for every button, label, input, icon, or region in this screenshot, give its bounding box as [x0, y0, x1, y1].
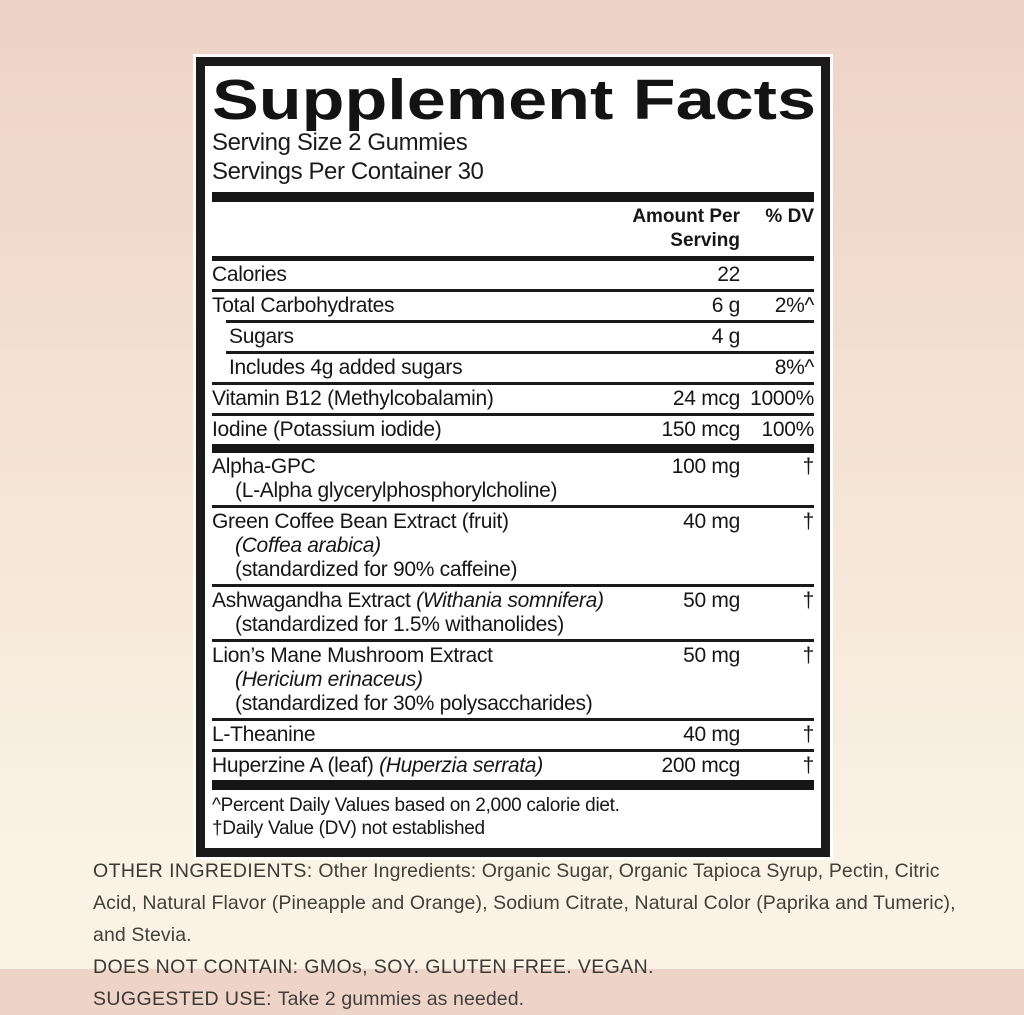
- nutrient-dv: 2%^: [774, 294, 814, 317]
- panel-title: [212, 68, 818, 132]
- nutrient-name: [212, 454, 620, 503]
- nutrient-name: [212, 643, 620, 716]
- nutrient-dv: †: [802, 510, 814, 533]
- info-paragraph-1: [93, 951, 977, 983]
- nutrient-name-main: [212, 417, 620, 442]
- serving-size: Serving Size 2 Gummies: [212, 129, 468, 156]
- info-text: Other Ingredients: Organic Sugar, Organic Tapioca Syrup, Pectin, Citric Acid, Natural Flavor (Pineapple and Orange), Sodium Citrate, Natural Color (Paprika and Tumeric), and Stevia.: [93, 860, 956, 946]
- nutrient-name-main: [212, 454, 620, 479]
- nutrient-amount: 4 g: [711, 325, 740, 348]
- text-segment: (L-Alpha glycerylphosphorylcholine): [235, 479, 558, 502]
- nutrient-row: [212, 354, 814, 382]
- supplement-facts-panel: [196, 57, 830, 857]
- divider-thick-bottom: [212, 780, 814, 790]
- latin-name-italic: (Hericium erinaceus): [235, 668, 423, 691]
- text-segment: Calories: [212, 263, 287, 286]
- nutrient-dv: [740, 262, 814, 287]
- nutrient-subline: [212, 479, 620, 503]
- column-header-dv: % DV: [765, 206, 814, 227]
- divider-thick-top: [212, 192, 814, 202]
- footnote-percent-dv: ^Percent Daily Values based on 2,000 calorie diet.: [212, 795, 620, 816]
- text-segment: (standardized for 1.5% withanolides): [235, 613, 564, 636]
- nutrient-row: [212, 416, 814, 444]
- nutrient-subline: [212, 692, 620, 716]
- nutrient-subline: [212, 613, 620, 637]
- latin-name-italic: (Withania somnifera): [416, 589, 604, 612]
- header-spacer: [212, 205, 620, 253]
- table-header-row: [212, 202, 814, 256]
- nutrient-name: [212, 509, 620, 582]
- nutrient-name: [212, 355, 620, 380]
- text-segment: Ashwagandha Extract: [212, 589, 417, 612]
- nutrient-name-main: [212, 355, 620, 380]
- nutrient-name-main: [212, 753, 620, 778]
- info-label: SUGGESTED USE:: [93, 988, 278, 1010]
- nutrient-table: [212, 261, 814, 780]
- servings-per-container: Servings Per Container 30: [212, 158, 484, 185]
- nutrient-name-main: [212, 262, 620, 287]
- nutrient-dv: †: [802, 754, 814, 777]
- nutrient-amount: 100 mg: [671, 455, 740, 478]
- nutrient-name: [212, 324, 620, 349]
- nutrient-amount: 6 g: [711, 294, 740, 317]
- nutrient-amount: 24 mcg: [672, 387, 740, 410]
- nutrient-dv: 1000%: [750, 387, 814, 410]
- nutrient-amount: 40 mg: [683, 510, 740, 533]
- text-segment: (standardized for 90% caffeine): [235, 558, 518, 581]
- nutrient-dv: [740, 324, 814, 349]
- nutrient-row: [212, 721, 814, 749]
- nutrient-name-main: [212, 643, 620, 668]
- nutrient-row: [212, 385, 814, 413]
- nutrient-row: [212, 508, 814, 584]
- footnotes: [212, 790, 814, 840]
- info-label: DOES NOT CONTAIN: GMOs, SOY. GLUTEN FREE. VEGAN.: [93, 956, 654, 978]
- nutrient-amount: 40 mg: [683, 723, 740, 746]
- column-header-amount: Amount Per Serving: [632, 206, 740, 251]
- text-segment: (standardized for 30% polysaccharides): [235, 692, 593, 715]
- nutrient-row: [212, 453, 814, 505]
- nutrient-subline: [212, 558, 620, 582]
- nutrient-name: [212, 588, 620, 637]
- nutrient-name: [212, 722, 620, 747]
- nutrient-subline: [212, 668, 620, 692]
- nutrient-name-main: [212, 509, 620, 534]
- nutrient-name: [212, 753, 620, 778]
- other-ingredients-section: [93, 855, 977, 1015]
- text-segment: Huperzine A (leaf): [212, 754, 380, 777]
- text-segment: Total Carbohydrates: [212, 294, 395, 317]
- nutrient-name: [212, 386, 620, 411]
- info-paragraph-2: [93, 983, 977, 1015]
- nutrient-name: [212, 262, 620, 287]
- nutrient-row: [212, 752, 814, 780]
- text-segment: Vitamin B12 (Methylcobalamin): [212, 387, 494, 410]
- nutrient-name-main: [212, 722, 620, 747]
- text-segment: Iodine (Potassium iodide): [212, 418, 442, 441]
- nutrient-dv: †: [802, 589, 814, 612]
- info-paragraph-0: [93, 855, 977, 951]
- nutrient-row: [212, 292, 814, 320]
- panel-title-text: Supplement Facts: [212, 68, 816, 132]
- nutrient-row: [212, 323, 814, 351]
- nutrient-amount: 150 mcg: [661, 418, 740, 441]
- nutrient-name-main: [212, 293, 620, 318]
- nutrient-name-main: [212, 588, 620, 613]
- row-divider: [212, 444, 814, 453]
- latin-name-italic: (Huperzia serrata): [379, 754, 543, 777]
- info-label: OTHER INGREDIENTS:: [93, 860, 319, 882]
- nutrient-amount: 50 mg: [683, 644, 740, 667]
- nutrient-subline: [212, 534, 620, 558]
- nutrient-dv: 100%: [761, 418, 814, 441]
- nutrient-dv: †: [802, 644, 814, 667]
- nutrient-name: [212, 293, 620, 318]
- latin-name-italic: (Coffea arabica): [235, 534, 381, 557]
- text-segment: Alpha-GPC: [212, 455, 316, 478]
- nutrient-row: [212, 587, 814, 639]
- text-segment: Sugars: [229, 325, 294, 348]
- nutrient-dv: †: [802, 455, 814, 478]
- nutrient-amount: [620, 355, 740, 380]
- nutrient-name: [212, 417, 620, 442]
- text-segment: L-Theanine: [212, 723, 316, 746]
- nutrient-name-main: [212, 386, 620, 411]
- nutrient-dv: 8%^: [774, 356, 814, 379]
- text-segment: Lion’s Mane Mushroom Extract: [212, 644, 493, 667]
- nutrient-name-main: [212, 324, 620, 349]
- info-text: Take 2 gummies as needed.: [277, 988, 525, 1010]
- nutrient-amount: 50 mg: [683, 589, 740, 612]
- nutrient-amount: 200 mcg: [661, 754, 740, 777]
- nutrient-row: [212, 642, 814, 718]
- nutrient-dv: †: [802, 723, 814, 746]
- footnote-dagger: †Daily Value (DV) not established: [212, 818, 485, 839]
- nutrient-amount: 22: [717, 263, 740, 286]
- text-segment: Green Coffee Bean Extract (fruit): [212, 510, 509, 533]
- nutrient-row: [212, 261, 814, 289]
- text-segment: Includes 4g added sugars: [229, 356, 463, 379]
